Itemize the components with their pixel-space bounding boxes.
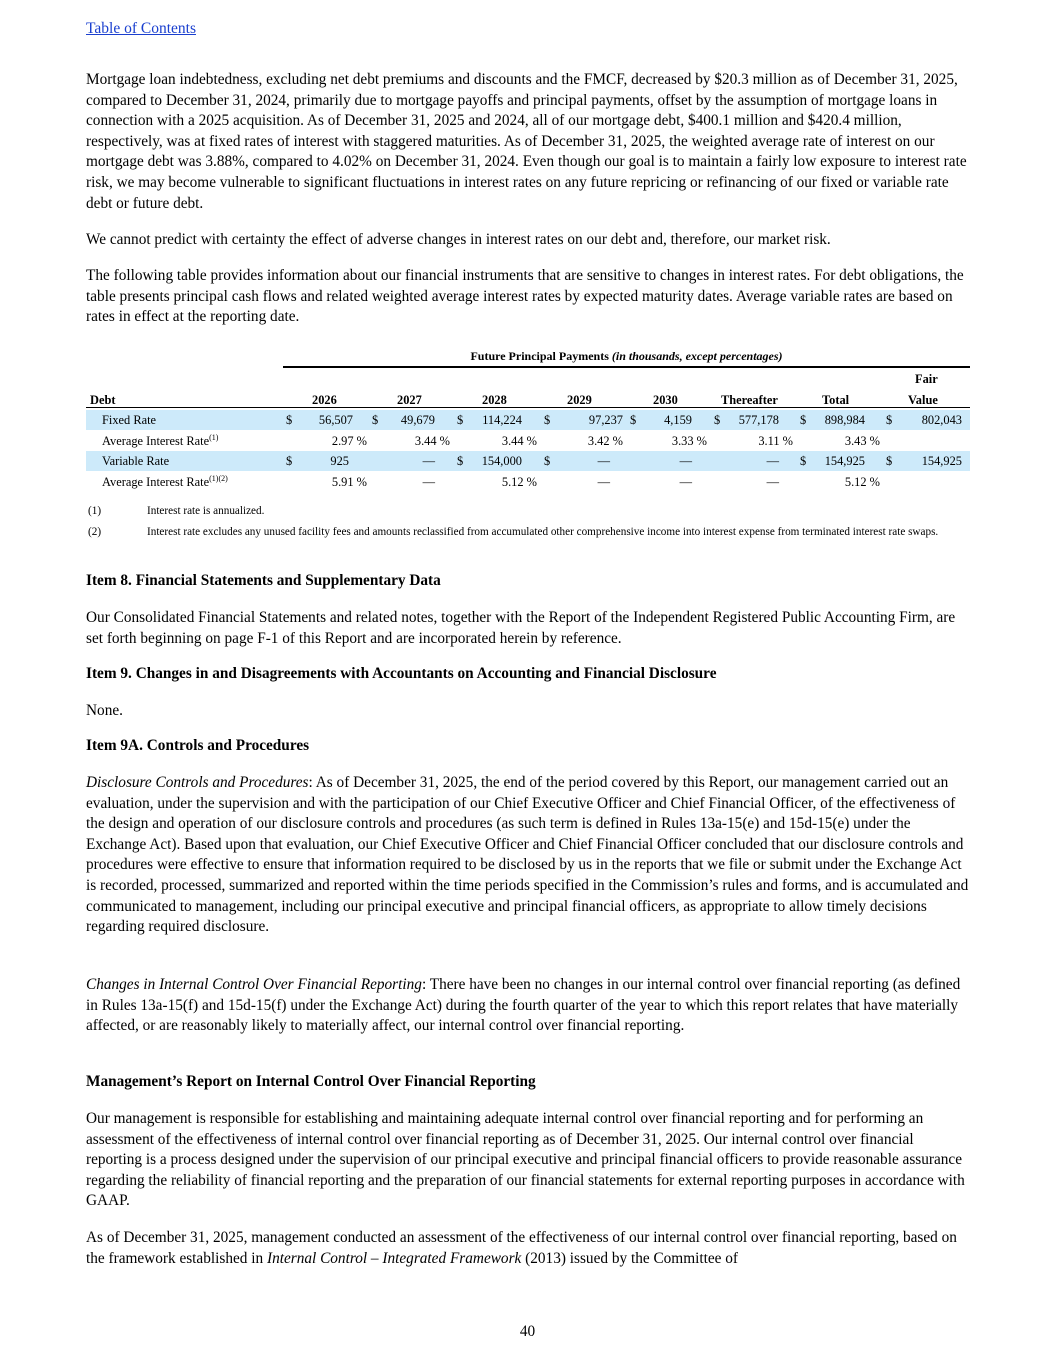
header-thereafter: Thereafter [721,393,778,407]
coso-framework-title: Internal Control – Integrated Framework [266,1249,522,1267]
cell-2030: 4,159 [664,413,692,427]
header-2026: 2026 [312,393,337,407]
cell-2028: 154,000 [481,454,522,468]
table-title-rule [283,366,970,368]
footnote-number: (1) [88,505,102,517]
currency-sign: $ [286,454,293,468]
cell-2028: 3.44 % [501,434,537,448]
currency-sign: $ [544,454,551,468]
cell-2028: 5.12 % [501,475,537,489]
management-report-paragraph-2 [86,1228,970,1269]
currency-sign: $ [714,413,721,427]
changes-icfr-text: : There have been no changes in our internal control over financial reporting (as defined in Rules 13a-15(f) and 15d-15(f) under the Exchange Act) during the fourth quarter of the year to which this report relates that have materially affected, or are reasonably likely to materially affect, our internal control over financial reporting. [86,976,961,1035]
page-number: 40 [519,1323,536,1340]
table-of-contents-link[interactable]: Table of Contents [86,20,196,37]
header-fair: Fair [915,372,938,386]
table-row-variable-avg-rate [86,472,970,492]
cell-thereafter: 3.11 % [758,434,793,448]
cell-2026: 925 [330,454,349,468]
changes-icfr-title: Changes in Internal Control Over Financial Reporting [86,976,422,993]
table-row-variable-rate [86,451,970,471]
item-8-text: Our Consolidated Financial Statements and related notes, together with the Report of the Independent Registered Public Accounting Firm, are set forth beginning on page F-1 of this Report and are incorporated herein by reference. [86,609,956,647]
paragraph-table-intro: The following table provides information about our financial instruments that are sensitive to changes in interest rates. For debt obligations, the table presents principal cash flows and related weighted average interest rates by expected maturity dates. Average variable rates are based on rates in effect at the reporting date. [86,267,964,326]
cell-thereafter: — [766,475,779,489]
cell-2027: 49,679 [400,413,435,427]
header-2027: 2027 [397,393,422,407]
paragraph-market-risk: We cannot predict with certainty the effect of adverse changes in interest rates on our debt and, therefore, our market risk. [86,231,831,248]
cell-2029: — [597,475,610,489]
currency-sign: $ [286,413,293,427]
cell-2029: 3.42 % [587,434,623,448]
row-label-text: Average Interest Rate [102,475,210,489]
changes-icfr-paragraph [86,975,970,1037]
management-report-paragraph-1: Our management is responsible for establishing and maintaining adequate internal control over financial reporting and for performing an assessment of the effectiveness of internal control over financial reporting as of December 31, 2025. Our internal control over financial reporting is a process designed under the supervision of our principal executive and principal financial officers to provide reasonable assurance regarding the reliability of financial reporting and the preparation of our financial statements for external reporting purposes in accordance with GAAP. [86,1110,965,1210]
header-value: Value [908,393,938,407]
footnote-text: Interest rate is annualized. [147,505,265,517]
footnote-number: (2) [88,526,102,538]
cell-2029: — [597,454,610,468]
cell-total: 5.12 % [844,475,880,489]
disclosure-controls-title: Disclosure Controls and Procedures [86,774,309,791]
table-title: Future Principal Payments (in thousands, except percentages) [470,349,783,363]
item-9-heading: Item 9. Changes in and Disagreements with Accountants on Accounting and Financial Disclosure [86,665,717,682]
header-2029: 2029 [567,393,592,407]
cell-thereafter: — [766,454,779,468]
cell-2028: 114,224 [482,413,522,427]
item-8-heading: Item 8. Financial Statements and Supplementary Data [86,572,441,589]
cell-total: 154,925 [824,454,865,468]
disclosure-controls-paragraph [86,773,970,938]
item-9a-heading: Item 9A. Controls and Procedures [86,737,310,754]
row-label: Fixed Rate [102,413,157,427]
cell-2027: — [422,475,435,489]
cell-2027: — [422,454,435,468]
currency-sign: $ [886,454,893,468]
management-report-text-a: As of December 31, 2025, management conducted an assessment of the effectiveness of our internal control over financial reporting, based on the framework established in [86,1229,957,1267]
currency-sign: $ [457,454,464,468]
management-report-text-c: (2013) issued by the Committee of [521,1249,739,1267]
currency-sign: $ [372,413,379,427]
currency-sign: $ [800,454,807,468]
row-label [102,472,228,492]
currency-sign: $ [886,413,893,427]
row-label: Variable Rate [102,454,170,468]
cell-2026: 56,507 [318,413,353,427]
header-2028: 2028 [482,393,507,407]
table-header [86,369,970,409]
cell-2030: 3.33 % [671,434,707,448]
footnote-ref: (1)(2) [209,473,228,483]
currency-sign: $ [544,413,551,427]
management-report-heading: Management’s Report on Internal Control Over Financial Reporting [86,1073,536,1090]
currency-sign: $ [457,413,464,427]
currency-sign: $ [630,413,637,427]
cell-total: 898,984 [824,413,865,427]
cell-thereafter: 577,178 [738,413,779,427]
footnote-text: Interest rate excludes any unused facility fees and amounts reclassified from accumulated other comprehensive income into interest expense from terminated interest rate swaps. [147,526,939,538]
header-total: Total [822,393,850,407]
cell-2026: 5.91 % [331,475,367,489]
cell-fair-value: 802,043 [921,413,962,427]
cell-2030: — [679,454,692,468]
cell-fair-value: 154,925 [921,454,962,468]
table-header-rule [86,407,970,408]
item-9-text: None. [86,702,123,719]
row-label-text: Average Interest Rate [102,434,210,448]
cell-total: 3.43 % [844,434,880,448]
table-row-fixed-avg-rate [86,431,970,451]
header-debt: Debt [90,393,116,407]
footnote-ref: (1) [209,432,219,442]
cell-2026: 2.97 % [331,434,367,448]
row-label [102,431,218,451]
header-2030: 2030 [653,393,678,407]
cell-2030: — [679,475,692,489]
currency-sign: $ [800,413,807,427]
table-row-fixed-rate [86,410,970,430]
disclosure-controls-text: : As of December 31, 2025, the end of the period covered by this Report, our management carried out an evaluation, under the supervision and with the participation of our Chief Executive Officer and Chief Financial Officer, of the effectiveness of the design and operation of our disclosure controls and procedures (as such term is defined in Rules 13a-15(e) and 15d-15(e) under the Exchange Act). Based upon that evaluation, our Chief Executive Officer and Chief Financial Officer concluded that our disclosure controls and procedures were effective to ensure that information required to be disclosed by us in the reports that we file or submit under the Exchange Act is recorded, processed, summarized and reported within the time periods specified in the Commission’s rules and forms, and is accumulated and communicated to management, including our principal executive and principal financial officers, as appropriate to allow timely decisions regarding required disclosure. [86,774,969,936]
cell-2029: 97,237 [588,413,623,427]
paragraph-mortgage-indebtedness: Mortgage loan indebtedness, excluding net debt premiums and discounts and the FMCF, decreased by $20.3 million as of December 31, 2025, compared to December 31, 2024, primarily due to mortgage payoffs and principal payments, offset by the assumption of mortgage loans in connection with a 2025 acquisition. As of December 31, 2025 and 2024, all of our mortgage debt, $400.1 million and $420.4 million, respectively, was at fixed rates of interest with staggered maturities. As of December 31, 2025, the weighted average rate of interest on our mortgage debt was 3.88%, compared to 4.02% on December 31, 2024. Even though our goal is to maintain a fairly low exposure to interest rate risk, we may become vulnerable to significant fluctuations in interest rates on any future repricing or refinancing of our fixed or variable rate debt or future debt. [86,71,967,212]
cell-2027: 3.44 % [414,434,450,448]
